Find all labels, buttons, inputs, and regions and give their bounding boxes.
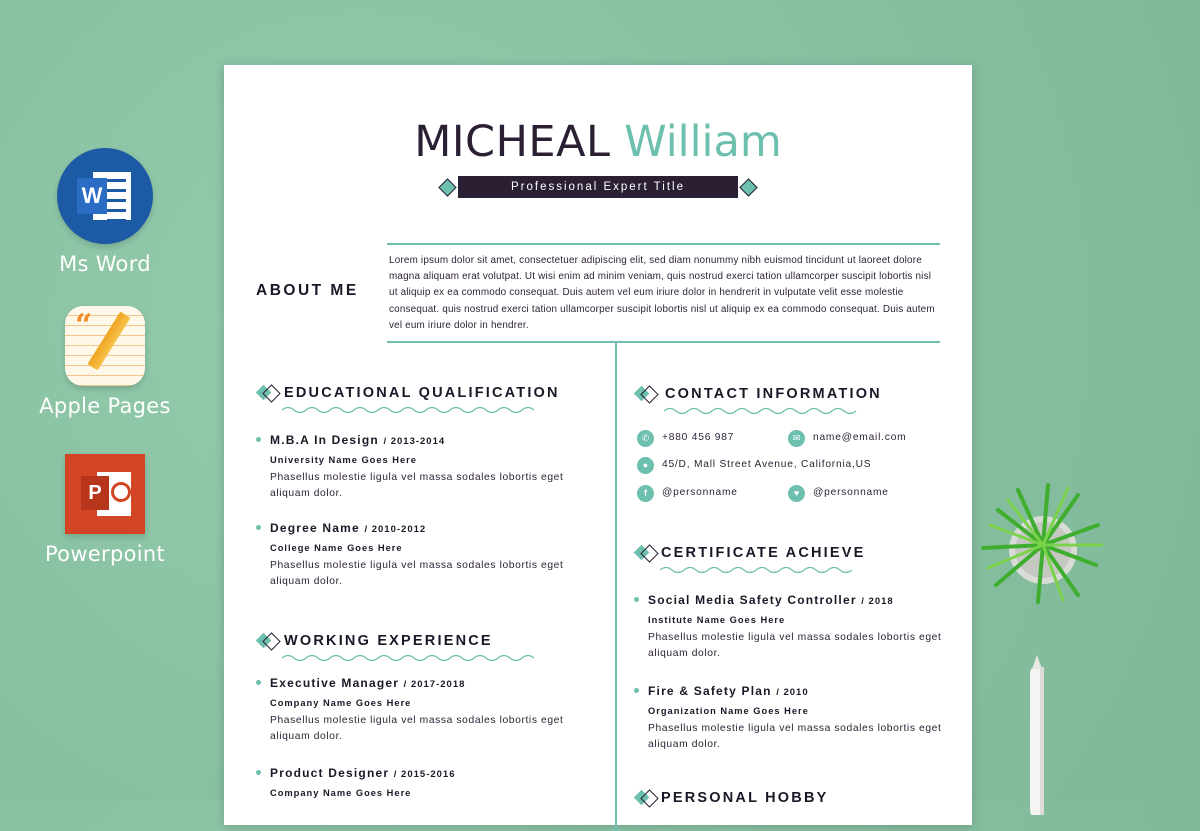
wave-divider bbox=[282, 405, 536, 415]
app-apple-pages bbox=[30, 306, 180, 418]
section-title: EDUCATIONAL QUALIFICATION bbox=[284, 385, 560, 401]
twitter-icon: ♥ bbox=[788, 485, 805, 502]
item-subtitle: Institute Name Goes Here bbox=[648, 615, 786, 625]
email-icon: ✉ bbox=[788, 430, 805, 447]
facebook-icon: f bbox=[637, 485, 654, 502]
plant-decoration bbox=[978, 480, 1108, 610]
item-description: Phasellus molestie ligula vel massa sodales lobortis eget aliquam dolor. bbox=[270, 560, 564, 587]
item-subtitle: Organization Name Goes Here bbox=[648, 706, 809, 716]
about-box bbox=[387, 243, 940, 343]
item-subtitle: University Name Goes Here bbox=[270, 455, 417, 465]
section-title: WORKING EXPERIENCE bbox=[284, 633, 493, 649]
app-label: Ms Word bbox=[59, 252, 151, 276]
app-powerpoint bbox=[30, 454, 180, 566]
item-heading: M.B.A In Design / 2013-2014 bbox=[270, 433, 446, 447]
item-description: Phasellus molestie ligula vel massa sodales lobortis eget aliquam dolor. bbox=[648, 632, 942, 659]
bullet-dot bbox=[256, 437, 261, 442]
column-divider bbox=[615, 341, 617, 831]
item-description: Phasellus molestie ligula vel massa sodales lobortis eget aliquam dolor. bbox=[270, 472, 564, 499]
wave-divider bbox=[282, 653, 536, 663]
location-icon: ● bbox=[637, 457, 654, 474]
item-subtitle: College Name Goes Here bbox=[270, 543, 403, 553]
bullet-dot bbox=[256, 680, 261, 685]
item-description: Phasellus molestie ligula vel massa sodales lobortis eget aliquam dolor. bbox=[270, 715, 564, 742]
about-text: Lorem ipsum dolor sit amet, consectetuer adipiscing elit, sed diam nonummy nibh euismod tincidunt ut laoreet dolore magna aliquam erat volutpat. Ut wisi enim ad minim veniam, quis nostrud exerci tation ullamcorper suscipit lobortis nisl ut aliquip ex ea commodo consequat. Duis autem vel eum iriure dolor in hendrerit in vulputate velit esse molestie consequat. quis nostrud exerci tation ullamcorper suscipit lobortis nisl ut aliquip ex ea commodo consequat. Duis autem vel eum iriure dolor in hendrer. bbox=[389, 255, 935, 331]
section-title: CONTACT INFORMATION bbox=[665, 386, 882, 402]
item-heading: Product Designer / 2015-2016 bbox=[270, 766, 456, 780]
section-title: CERTIFICATE ACHIEVE bbox=[661, 545, 866, 561]
powerpoint-icon: P bbox=[65, 454, 145, 534]
bullet-dot bbox=[256, 525, 261, 530]
bullet-dot bbox=[634, 597, 639, 602]
bullet-dot bbox=[634, 688, 639, 693]
item-heading: Social Media Safety Controller / 2018 bbox=[648, 593, 894, 607]
section-title: PERSONAL HOBBY bbox=[661, 790, 829, 806]
title-diamond-left bbox=[438, 178, 456, 196]
last-name: William bbox=[624, 117, 782, 167]
wave-divider bbox=[664, 406, 864, 416]
pages-icon: “ bbox=[65, 306, 145, 386]
item-description: Phasellus molestie ligula vel massa sodales lobortis eget aliquam dolor. bbox=[648, 723, 942, 750]
app-label: Apple Pages bbox=[39, 394, 171, 418]
pencil-decoration bbox=[1022, 655, 1052, 815]
phone-icon: ✆ bbox=[637, 430, 654, 447]
item-heading: Fire & Safety Plan / 2010 bbox=[648, 684, 809, 698]
item-subtitle: Company Name Goes Here bbox=[270, 698, 412, 708]
job-title: Professional Expert Title bbox=[458, 176, 738, 198]
app-label: Powerpoint bbox=[44, 542, 166, 566]
resume-name bbox=[224, 117, 972, 167]
item-subtitle: Company Name Goes Here bbox=[270, 788, 412, 798]
word-icon: W bbox=[57, 148, 153, 244]
wave-divider bbox=[660, 565, 860, 575]
about-heading: ABOUT ME bbox=[256, 282, 359, 299]
resume-page: MICHEAL William Professional Expert Title ABOUT ME Lorem ipsum dolor sit amet, consectetuer adipiscing elit, sed diam nonummy nibh euismod tincidunt ut laoreet dolore magna aliquam erat volutpat. Ut wisi enim ad minim veniam, quis nostrud exerci tation ullamcorper suscipit lobortis nisl ut aliquip ex ea commodo consequat. Duis autem vel eum iriure dolor in hendrerit in vulputate velit esse molestie consequat. quis nostrud exerci tation ullamcorper suscipit lobortis nisl ut aliquip ex ea commodo consequat. Duis autem vel eum iriure dolor in hendrer. EDUCATIONAL QUALIFICATION M.B.A In Design / 2013-2014 University Name Goes Here Phasellus molestie ligula vel massa sodales lobortis eget aliquam dolor. Degree Name / 2010-2012 College Name Goes Here Phasellus molestie ligula vel massa sodales lobortis eget aliquam dolor. WORKING EXPERIENCE Executive Manager / 2017-2018 Company Name Goes Here Phasellus molestie ligula vel massa sodales lobortis eget aliquam dolor. Product Designer / 2015-2016 Company Name Goes Here CONTACT INFORMATION ✆ +880 456 987 ✉ name@email.com ● 45/D, Mall Street Avenue, California,US f @personname ♥ @personname CERTIFICATE ACHIEVE Social Media Safety Controller / 2018 Institute Name Goes Here Phasellus molestie ligula vel massa sodales lobortis eget aliquam dolor. Fire & Safety Plan / 2010 Organization Name Goes Here Phasellus molestie ligula vel massa sodales lobortis eget aliquam dolor. PERSONAL HOBBY bbox=[224, 65, 972, 825]
app-ms-word bbox=[30, 148, 180, 276]
title-diamond-right bbox=[739, 178, 757, 196]
bullet-dot bbox=[256, 770, 261, 775]
item-heading: Degree Name / 2010-2012 bbox=[270, 521, 427, 535]
item-heading: Executive Manager / 2017-2018 bbox=[270, 676, 466, 690]
first-name: MICHEAL bbox=[414, 117, 611, 167]
